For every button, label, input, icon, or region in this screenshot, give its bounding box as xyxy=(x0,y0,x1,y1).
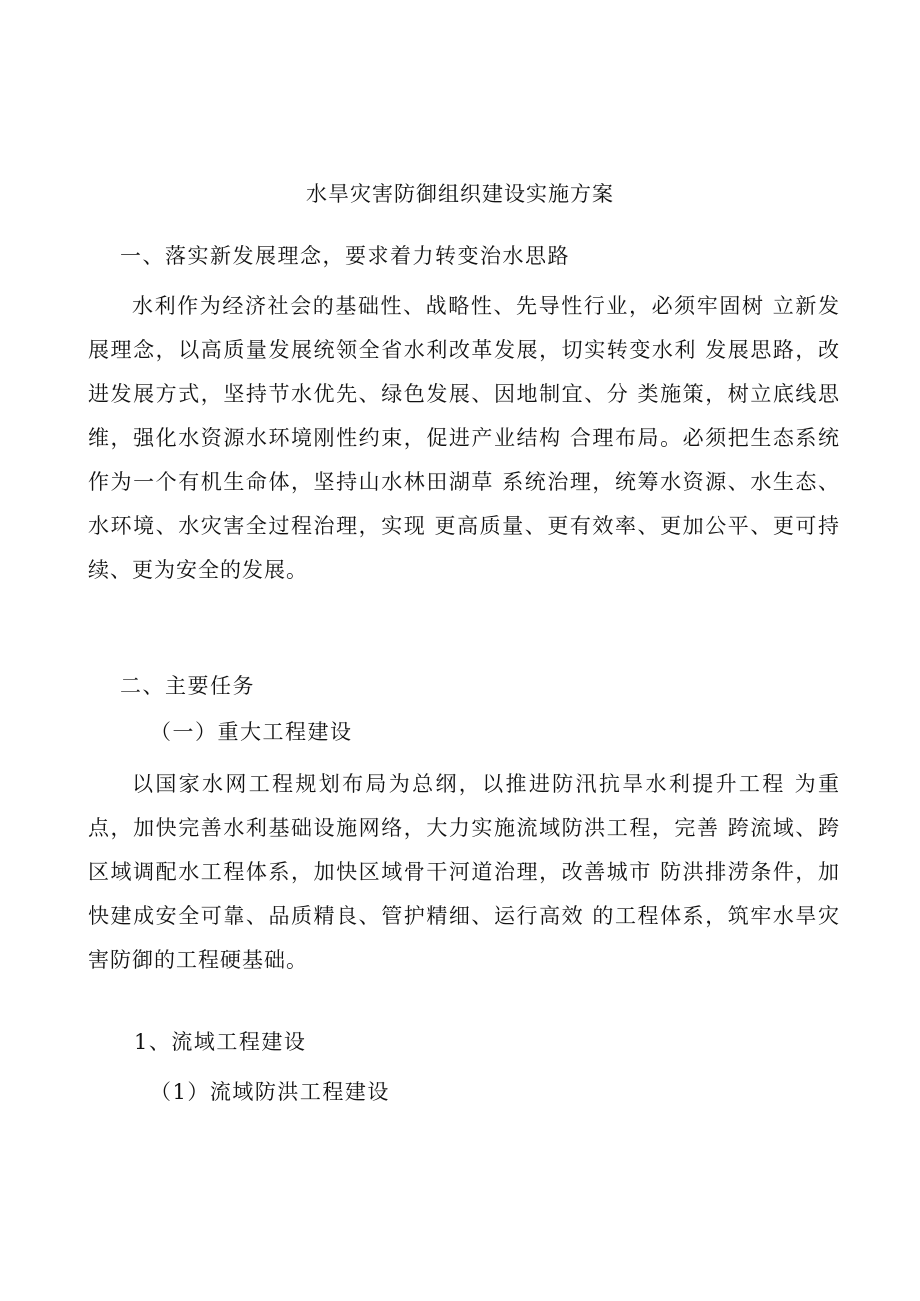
section-2-subheading: （一）重大工程建设 xyxy=(150,720,353,744)
section-2-paragraph: 以国家水网工程规划布局为总纲，以推进防汛抗旱水利提升工程 为重点，加快完善水利基础设施网络，大力实施流域防洪工程，完善 跨流域、跨区域调配水工程体系，加快区域骨干河道治理，改善城市 防洪排涝条件，加快建成安全可靠、品质精良、管护精细、运行高效 的工程体系，筑牢水旱灾害防御的工程硬基础。 xyxy=(88,772,840,972)
item-1-heading: 1、流域工程建设 xyxy=(134,1030,307,1054)
section-1-paragraph: 水利作为经济社会的基础性、战略性、先导性行业，必须牢固树 立新发展理念，以高质量发展统领全省水利改革发展，切实转变水利 发展思路，改进发展方式，坚持节水优先、绿色发展、因地制宜、分 类施策，树立底线思维，强化水资源水环境刚性约束，促进产业结构 合理布局。必须把生态系统作为一个有机生命体，坚持山水林田湖草 系统治理，统筹水资源、水生态、水环境、水灾害全过程治理，实现 更高质量、更有效率、更加公平、更可持续、更为安全的发展。 xyxy=(88,294,840,582)
document-title: 水旱灾害防御组织建设实施方案 xyxy=(306,182,614,206)
item-1-subheading: （1）流域防洪工程建设 xyxy=(150,1080,390,1104)
section-2-heading: 二、主要任务 xyxy=(120,674,255,698)
section-1-heading: 一、落实新发展理念，要求着力转变治水思路 xyxy=(120,244,570,268)
